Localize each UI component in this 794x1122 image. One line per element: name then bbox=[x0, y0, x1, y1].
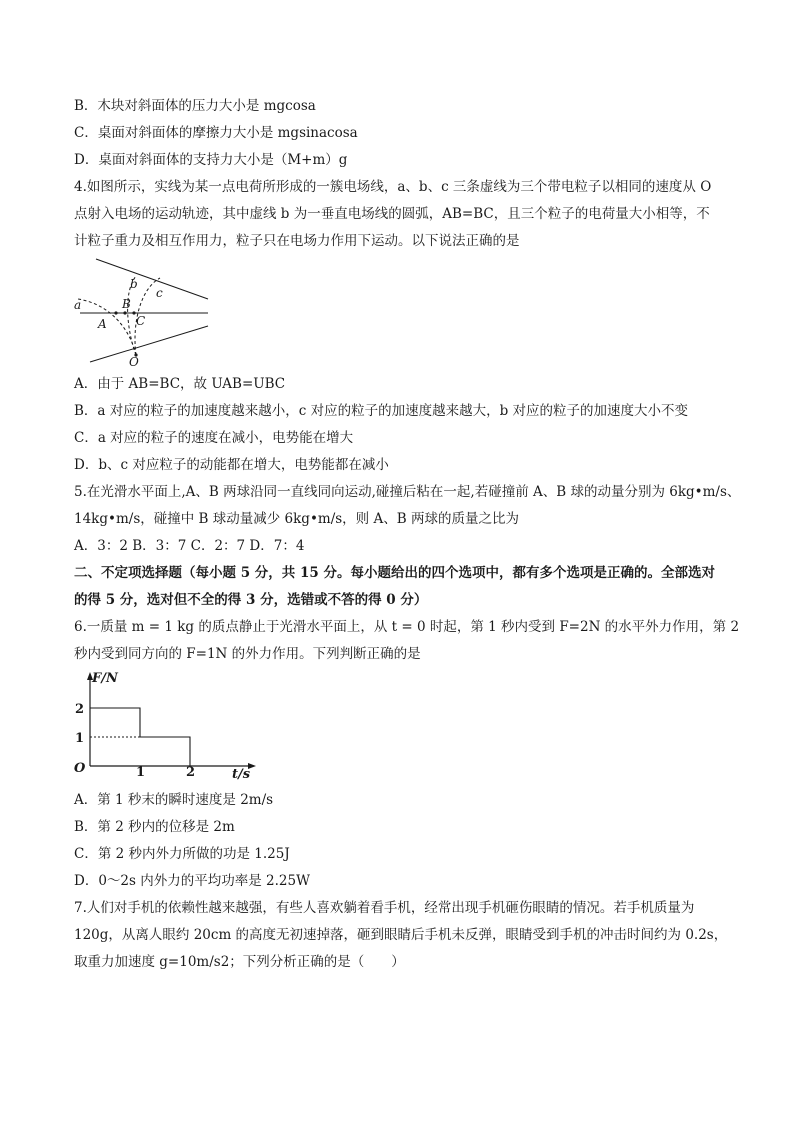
y-tick-label: 2 bbox=[75, 702, 85, 717]
q4-stem-line2: 点射入电场的运动轨迹，其中虚线 b 为一垂直电场线的圆弧，AB=BC，且三个粒子的电荷量大小相等，不 bbox=[74, 206, 710, 222]
field-line-upper bbox=[96, 259, 208, 299]
section2-header-line1: 二、不定项选择题（每小题 5 分，共 15 分。每小题给出的四个选项中，都有多个选项是正确的。全部选对 bbox=[74, 565, 715, 581]
point-A-dot bbox=[114, 311, 117, 314]
y-tick-label: 1 bbox=[75, 731, 85, 746]
q6-option-a: A．第 1 秒末的瞬时速度是 2m/s bbox=[74, 792, 274, 808]
q6-stem-line1: 6.一质量 m = 1 kg 的质点静止于光滑水平面上，从 t = 0 时起，第 1 秒内受到 F=2N 的水平外力作用，第 2 bbox=[74, 619, 740, 635]
x-axis-label: t/s bbox=[232, 767, 251, 782]
force-time-chart bbox=[70, 668, 270, 782]
point-B-dot bbox=[123, 311, 126, 314]
label-b: b bbox=[130, 277, 138, 291]
q4-stem-line1: 4.如图所示，实线为某一点电荷所形成的一簇电场线，a、b、c 三条虚线为三个带电粒子以相同的速度从 O bbox=[74, 179, 712, 195]
q6-stem-line2: 秒内受到同方向的 F=1N 的外力作用。下列判断正确的是 bbox=[74, 646, 421, 662]
x-tick-label: 2 bbox=[186, 765, 196, 780]
q7-stem-line1: 7.人们对手机的依赖性越来越强，有些人喜欢躺着看手机，经常出现手机砸伤眼睛的情况。若手机质量为 bbox=[74, 900, 695, 916]
electric-field-figure bbox=[70, 254, 220, 368]
force-series-line bbox=[90, 708, 190, 766]
x-tick-label: 1 bbox=[136, 765, 146, 780]
q7-stem-line3: 取重力加速度 g=10m/s2；下列分析正确的是（ ） bbox=[74, 954, 405, 970]
q5-options: A．3：2 B．3：7 C．2：7 D．7：4 bbox=[74, 538, 305, 554]
field-line-lower bbox=[90, 326, 208, 362]
q4-option-d: D．b、c 对应粒子的动能都在增大，电势能都在减小 bbox=[74, 457, 389, 473]
label-B: B bbox=[122, 297, 131, 311]
q6-option-b: B．第 2 秒内的位移是 2m bbox=[74, 819, 235, 835]
q6-option-d: D．0～2s 内外力的平均功率是 2.25W bbox=[74, 873, 310, 889]
q5-stem-line1: 5.在光滑水平面上,A、B 两球沿同一直线同向运动,碰撞后粘在一起,若碰撞前 A、B 球的动量分别为 6kg•m/s、 bbox=[74, 484, 741, 500]
q3-option-b: B．木块对斜面体的压力大小是 mgcosa bbox=[74, 98, 316, 114]
label-C: C bbox=[136, 314, 146, 328]
q3-option-d: D．桌面对斜面体的支持力大小是（M+m）g bbox=[74, 152, 348, 168]
y-axis-label: F/N bbox=[92, 671, 118, 686]
label-a: a bbox=[74, 298, 82, 312]
label-O: O bbox=[129, 355, 139, 368]
q7-stem-line2: 120g，从离人眼约 20cm 的高度无初速掉落，砸到眼睛后手机未反弹，眼睛受到手机的冲击时间约为 0.2s， bbox=[74, 927, 728, 943]
q6-option-c: C．第 2 秒内外力所做的功是 1.25J bbox=[74, 846, 290, 862]
q4-option-a: A．由于 AB=BC，故 UAB=UBC bbox=[74, 376, 286, 392]
label-c: c bbox=[156, 286, 163, 300]
q4-option-b: B．a 对应的粒子的加速度越来越小，c 对应的粒子的加速度越来越大，b 对应的粒子的加速度大小不变 bbox=[74, 403, 689, 419]
section2-header-line2: 的得 5 分，选对但不全的得 3 分，选错或不答的得 0 分） bbox=[74, 592, 428, 608]
q4-stem-line3: 计粒子重力及相互作用力，粒子只在电场力作用下运动。以下说法正确的是 bbox=[74, 233, 520, 249]
origin-label: O bbox=[74, 761, 86, 776]
label-A: A bbox=[98, 317, 107, 331]
q5-stem-line2: 14kg•m/s，碰撞中 B 球动量减少 6kg•m/s，则 A、B 两球的质量之比为 bbox=[74, 511, 519, 527]
q4-option-c: C．a 对应的粒子的速度在减小，电势能在增大 bbox=[74, 430, 354, 446]
q3-option-c: C．桌面对斜面体的摩擦力大小是 mgsinacosa bbox=[74, 125, 358, 141]
